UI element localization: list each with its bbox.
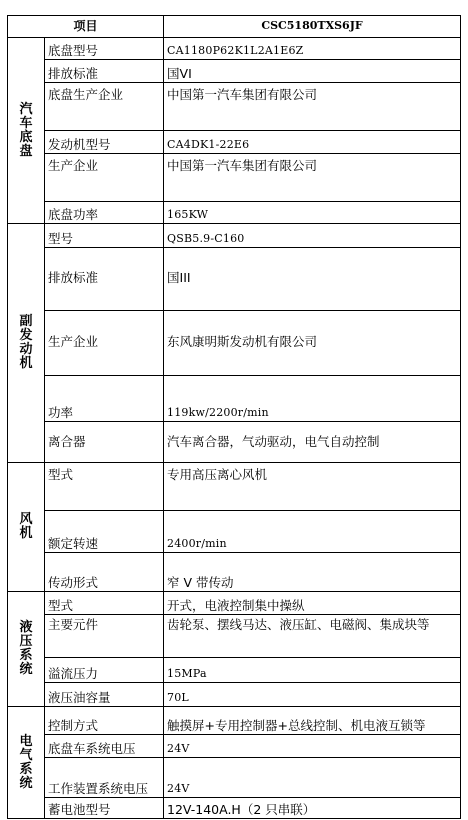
row-value: CA4DK1-22E6 bbox=[164, 131, 461, 154]
row-value: 119kw/2200r/min bbox=[164, 375, 461, 421]
row-label: 发动机型号 bbox=[45, 131, 164, 154]
table-row bbox=[8, 202, 461, 224]
row-label: 生产企业 bbox=[45, 310, 164, 375]
row-value: 165KW bbox=[164, 202, 461, 224]
group-chassis: 汽车底盘 bbox=[8, 37, 45, 223]
table-row bbox=[8, 421, 461, 463]
row-value: 24V bbox=[164, 735, 461, 758]
group-aux-engine: 副发动机 bbox=[8, 224, 45, 463]
table-row bbox=[8, 553, 461, 592]
row-value: 窄 V 带传动 bbox=[164, 553, 461, 592]
row-value: 2400r/min bbox=[164, 510, 461, 553]
table-row bbox=[8, 682, 461, 706]
table-row bbox=[8, 59, 461, 82]
table-row bbox=[8, 248, 461, 311]
row-value: 汽车离合器，气动驱动，电气自动控制 bbox=[164, 421, 461, 463]
row-label: 液压油容量 bbox=[45, 682, 164, 706]
table-row bbox=[8, 797, 461, 818]
row-label: 型式 bbox=[45, 463, 164, 510]
row-value: 触摸屏+专用控制器+总线控制、机电液互锁等 bbox=[164, 707, 461, 735]
row-label: 工作装置系统电压 bbox=[45, 758, 164, 798]
table-row bbox=[8, 154, 461, 202]
row-label: 传动形式 bbox=[45, 553, 164, 592]
row-label: 排放标准 bbox=[45, 248, 164, 311]
row-label: 底盘车系统电压 bbox=[45, 735, 164, 758]
row-label: 底盘生产企业 bbox=[45, 82, 164, 130]
table-row bbox=[8, 657, 461, 682]
row-label: 排放标准 bbox=[45, 59, 164, 82]
row-label: 功率 bbox=[45, 375, 164, 421]
spec-table bbox=[7, 15, 461, 819]
row-value: 齿轮泵、摆线马达、液压缸、电磁阀、集成块等 bbox=[164, 615, 461, 658]
row-label: 底盘功率 bbox=[45, 202, 164, 224]
table-row bbox=[8, 224, 461, 248]
table-row bbox=[8, 735, 461, 758]
table-row bbox=[8, 310, 461, 375]
row-value: 国VI bbox=[164, 59, 461, 82]
row-value: 开式，电液控制集中操纵 bbox=[164, 592, 461, 615]
header-model: CSC5180TXS6JF bbox=[164, 16, 461, 38]
table-row bbox=[8, 510, 461, 553]
row-value: 国III bbox=[164, 248, 461, 311]
row-label: 离合器 bbox=[45, 421, 164, 463]
row-value: QSB5.9-C160 bbox=[164, 224, 461, 248]
row-label: 生产企业 bbox=[45, 154, 164, 202]
table-row bbox=[8, 37, 461, 59]
header-item: 项目 bbox=[8, 16, 164, 38]
group-electrical: 电气系统 bbox=[8, 707, 45, 819]
row-label: 底盘型号 bbox=[45, 37, 164, 59]
row-value: 15MPa bbox=[164, 657, 461, 682]
row-value: 中国第一汽车集团有限公司 bbox=[164, 82, 461, 130]
group-fan: 风机 bbox=[8, 463, 45, 592]
row-label: 型号 bbox=[45, 224, 164, 248]
row-value: 中国第一汽车集团有限公司 bbox=[164, 154, 461, 202]
table-row bbox=[8, 758, 461, 798]
row-value: 70L bbox=[164, 682, 461, 706]
table-row bbox=[8, 463, 461, 510]
table-row bbox=[8, 82, 461, 130]
row-value: 12V-140A.H（2 只串联） bbox=[164, 797, 461, 818]
row-value: 专用高压离心风机 bbox=[164, 463, 461, 510]
row-label: 额定转速 bbox=[45, 510, 164, 553]
table-row bbox=[8, 375, 461, 421]
row-value: 24V bbox=[164, 758, 461, 798]
row-label: 控制方式 bbox=[45, 707, 164, 735]
table-row bbox=[8, 707, 461, 735]
table-row bbox=[8, 131, 461, 154]
table-row bbox=[8, 615, 461, 658]
row-value: 东风康明斯发动机有限公司 bbox=[164, 310, 461, 375]
group-hydraulic: 液压系统 bbox=[8, 592, 45, 707]
row-label: 主要元件 bbox=[45, 615, 164, 658]
row-value: CA1180P62K1L2A1E6Z bbox=[164, 37, 461, 59]
row-label: 型式 bbox=[45, 592, 164, 615]
table-row bbox=[8, 592, 461, 615]
row-label: 蓄电池型号 bbox=[45, 797, 164, 818]
row-label: 溢流压力 bbox=[45, 657, 164, 682]
header-row bbox=[8, 16, 461, 38]
